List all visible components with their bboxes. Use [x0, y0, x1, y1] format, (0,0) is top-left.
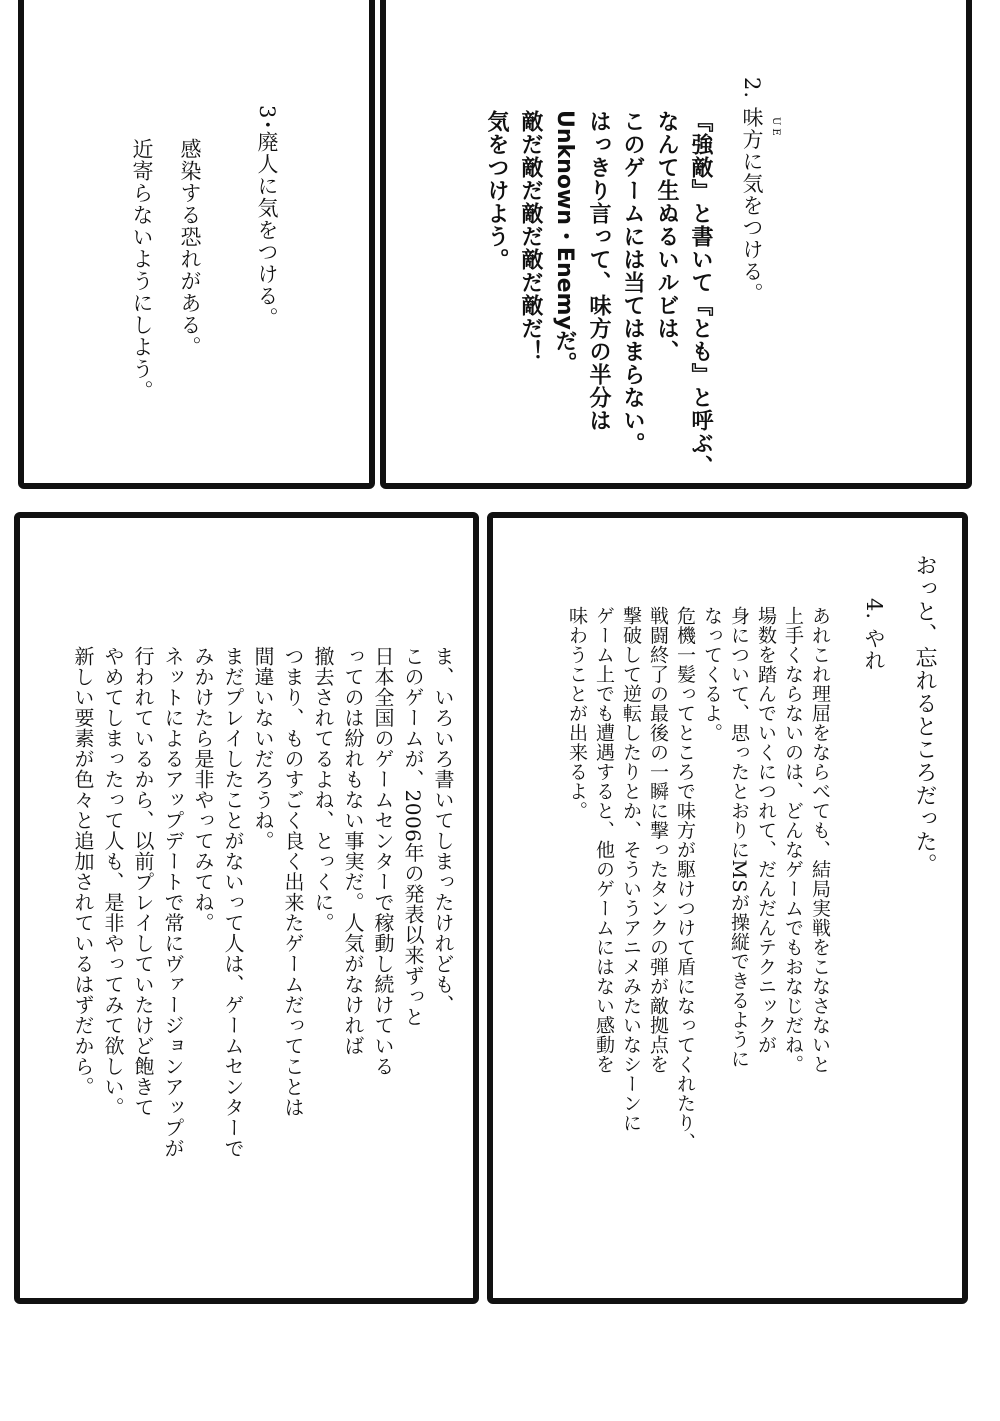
tip-2-heading: 2. 味方に気をつける。 — [740, 77, 764, 305]
tip-2-line: はっきり言って、味方の半分は — [586, 110, 611, 432]
tip-3-line: 近寄らないようにしよう。 — [130, 138, 154, 402]
closing-line: ってのは紛れもない事実だ。人気がなければ — [341, 646, 365, 1056]
panel-tip-4 — [487, 512, 968, 1304]
closing-line: みかけたら是非やってみてね。 — [191, 646, 215, 933]
tip-3-heading: 3･廃人に気をつける。 — [255, 105, 279, 329]
tip-4-line: 味わうことが出来るよ。 — [566, 606, 588, 821]
tip-2-line: 気をつけよう。 — [484, 110, 509, 271]
tip-4-line: 場数を踏んでいくにつれて、だんだんテクニックが — [755, 606, 777, 1055]
tip-4-line: ゲーム上でも遭遇すると、他のゲームにはない感動を — [593, 606, 615, 1074]
closing-line: やめてしまったって人も、是非やってみて欲しい。 — [101, 646, 125, 1118]
tip-2-ruby: UE — [770, 117, 781, 139]
closing-line: 間違いないだろうね。 — [251, 646, 275, 851]
tip-4-line: 上手くならないのは、どんなゲームでもおなじだね。 — [782, 606, 804, 1074]
tip-4-line: 危機一髪ってところで味方が駆けつけて盾になってくれたり、 — [674, 606, 696, 1152]
tip-4-intro: おっと、忘れるところだった。 — [912, 554, 937, 876]
panel-closing — [14, 512, 479, 1304]
closing-line: ネットによるアップデートで常にヴァージョンアップが — [161, 646, 185, 1159]
tip-2-line: なんて生ぬるいルビは、 — [654, 110, 679, 363]
closing-line: ま、いろいろ書いてしまったけれども、 — [431, 646, 455, 1015]
closing-line: 行われているから、以前プレイしていたけど飽きて — [131, 646, 155, 1118]
tip-4-line: 戦闘終了の最後の一瞬に撃ったタンクの弾が敵拠点を — [647, 606, 669, 1074]
tip-2-line: 敵だ敵だ敵だ敵だ敵だ！ — [518, 110, 543, 363]
closing-line: 日本全国のゲームセンターで稼動し続けている — [371, 646, 395, 1077]
tip-2-line: 『強敵』と書いて『とも』と呼ぶ、 — [688, 110, 713, 478]
closing-line: このゲームが、2006年の発表以来ずっと — [401, 646, 425, 1027]
closing-line: つまり、ものすごく良く出来たゲームだってことは — [281, 646, 305, 1118]
tip-4-line: 身について、思ったとおりにMSが操縦できるように — [728, 606, 750, 1069]
panel-tip-3 — [18, 0, 375, 489]
closing-line: まだプレイしたことがないって人は、ゲームセンターで — [221, 646, 245, 1159]
closing-line: 撤去されてるよね、とっくに。 — [311, 646, 335, 933]
tip-2-line: このゲームには当てはまらない。 — [620, 110, 645, 455]
tip-4-line: あれこれ理屈をならべても、結局実戦をこなさないと — [809, 606, 831, 1074]
tip-4-heading: 4. やれ — [862, 598, 886, 672]
tip-2-line: Unknown・Enemyだ。 — [552, 110, 577, 374]
tip-4-line: 撃破して逆転したりとか、そういうアニメみたいなシーンに — [620, 606, 642, 1133]
closing-line: 新しい要素が色々と追加されているはずだから。 — [71, 646, 95, 1097]
tip-4-line: なってくるよ。 — [701, 606, 723, 743]
tip-3-line: 感染する恐れがある。 — [178, 138, 202, 358]
panel-tip-2 — [380, 0, 972, 489]
